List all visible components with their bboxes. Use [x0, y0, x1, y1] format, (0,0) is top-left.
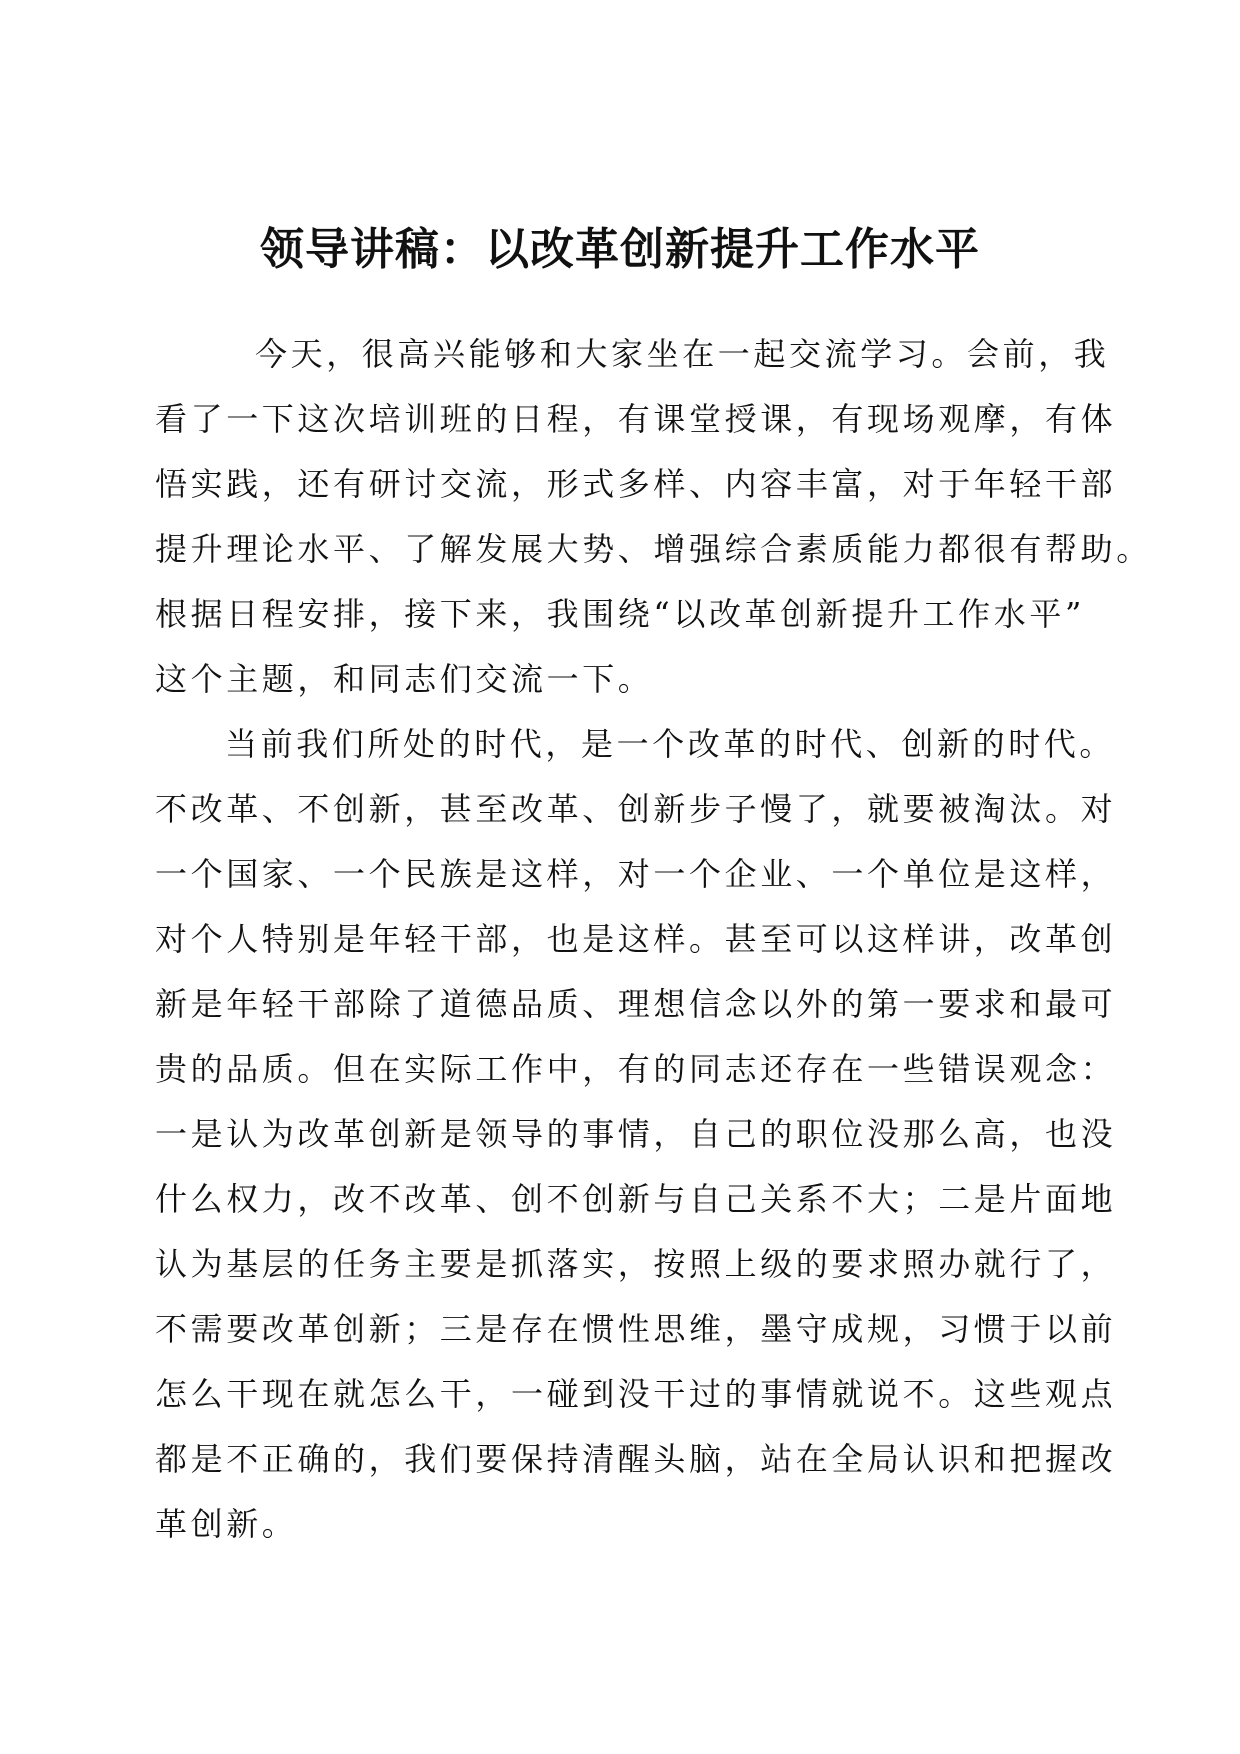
- paragraph-line: 看了一下这次培训班的日程，有课堂授课，有现场观摩，有体: [155, 400, 1117, 438]
- paragraph-line: 一是认为改革创新是领导的事情，自己的职位没那么高，也没: [155, 1115, 1117, 1153]
- paragraph-line: 当前我们所处的时代，是一个改革的时代、创新的时代。: [225, 725, 1116, 763]
- paragraph-1: [155, 322, 1152, 712]
- paragraph-line: 认为基层的任务主要是抓落实，按照上级的要求照办就行了，: [155, 1245, 1117, 1283]
- document-body: [155, 322, 1152, 1557]
- paragraph-line: 根据日程安排，接下来，我围绕“以改革创新提升工作水平”: [155, 595, 1085, 633]
- document-title: 领导讲稿：以改革创新提升工作水平: [260, 224, 980, 275]
- paragraph-line: 不需要改革创新；三是存在惯性思维，墨守成规，习惯于以前: [155, 1310, 1117, 1348]
- paragraph-line: 对个人特别是年轻干部，也是这样。甚至可以这样讲，改革创: [155, 920, 1117, 958]
- paragraph-line: 不改革、不创新，甚至改革、创新步子慢了，就要被淘汰。对: [155, 790, 1117, 828]
- paragraph-line: 革创新。: [155, 1505, 298, 1543]
- paragraph-line: 怎么干现在就怎么干，一碰到没干过的事情就说不。这些观点: [155, 1375, 1117, 1413]
- paragraph-line: 都是不正确的，我们要保持清醒头脑，站在全局认识和把握改: [155, 1440, 1117, 1478]
- paragraph-2: [155, 712, 1117, 1557]
- paragraph-line: 什么权力，改不改革、创不创新与自己关系不大；二是片面地: [155, 1180, 1117, 1218]
- paragraph-line: 这个主题，和同志们交流一下。: [155, 660, 654, 698]
- paragraph-line: 贵的品质。但在实际工作中，有的同志还存在一些错误观念：: [155, 1050, 1117, 1088]
- paragraph-line: 今天，很高兴能够和大家坐在一起交流学习。会前，我: [255, 335, 1110, 373]
- paragraph-line: 新是年轻干部除了道德品质、理想信念以外的第一要求和最可: [155, 985, 1117, 1023]
- paragraph-line: 一个国家、一个民族是这样，对一个企业、一个单位是这样，: [155, 855, 1117, 893]
- paragraph-line: 提升理论水平、了解发展大势、增强综合素质能力都很有帮助。: [155, 530, 1152, 568]
- paragraph-line: 悟实践，还有研讨交流，形式多样、内容丰富，对于年轻干部: [155, 465, 1117, 503]
